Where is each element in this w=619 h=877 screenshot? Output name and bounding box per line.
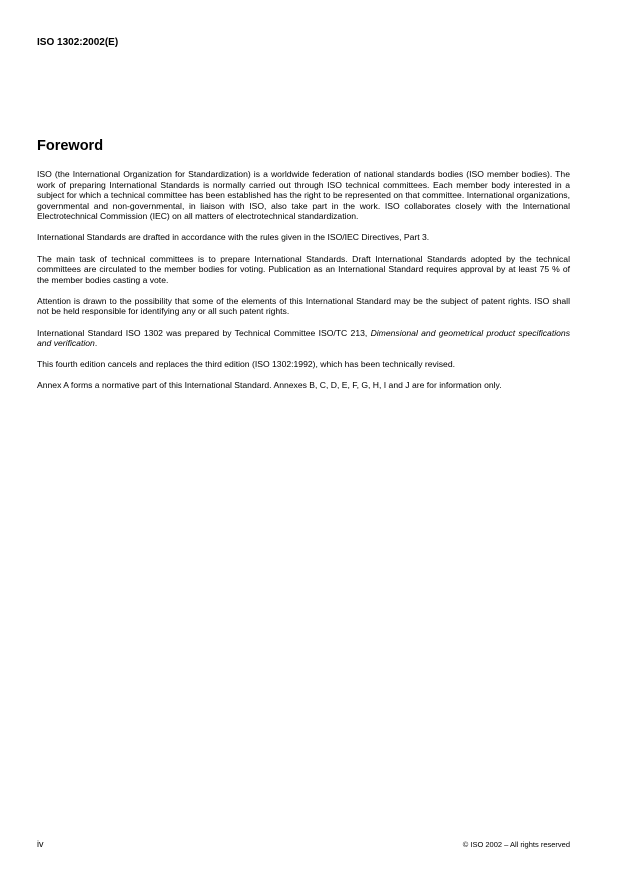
paragraph-annexes: Annex A forms a normative part of this International Standard. Annexes B, C, D, E, F, G, H, I and J are for information only. <box>37 380 502 391</box>
page-title: Foreword <box>37 138 104 154</box>
paragraph-edition: This fourth edition cancels and replaces the third edition (ISO 1302:1992), which has been technically revised. <box>37 359 455 370</box>
paragraph-iso-federation: ISO (the International Organization for Standardization) is a worldwide federation of national standards bodies (ISO member bodies). The work of preparing International Standards is normally carried out through ISO technical committees. Each member body interested in a subject for which a technical committee has been established has the right to be represented on that committee. International organizations, governmental and non-governmental, in liaison with ISO, also take part in the work. ISO collaborates closely with the International Electrotechnical Commission (IEC) on all matters of electrotechnical standardization. <box>37 169 570 222</box>
committee-title: Dimensional and geometrical product specifications and verification <box>37 327 570 349</box>
document-id-header: ISO 1302:2002(E) <box>37 37 119 48</box>
paragraph-patent-rights: Attention is drawn to the possibility that some of the elements of this International Standard may be the subject of patent rights. ISO shall not be held responsible for identifying any or all such patent rights. <box>37 295 570 317</box>
foreword-body <box>37 169 570 401</box>
paragraph-directives: International Standards are drafted in accordance with the rules given in the ISO/IEC Directives, Part 3. <box>37 232 430 243</box>
prepared-by-end: . <box>94 338 98 349</box>
paragraph-main-task: The main task of technical committees is to prepare International Standards. Draft International Standards adopted by the technical committees are circulated to the member bodies for voting. Publication as an International Standard requires approval by at least 75 % of the member bodies casting a vote. <box>37 253 570 285</box>
prepared-by-text: International Standard ISO 1302 was prepared by Technical Committee ISO/TC 213, <box>37 327 371 338</box>
paragraph-prepared-by <box>37 328 570 349</box>
copyright-notice: © ISO 2002 – All rights reserved <box>462 840 570 849</box>
page-number: iv <box>37 839 44 849</box>
